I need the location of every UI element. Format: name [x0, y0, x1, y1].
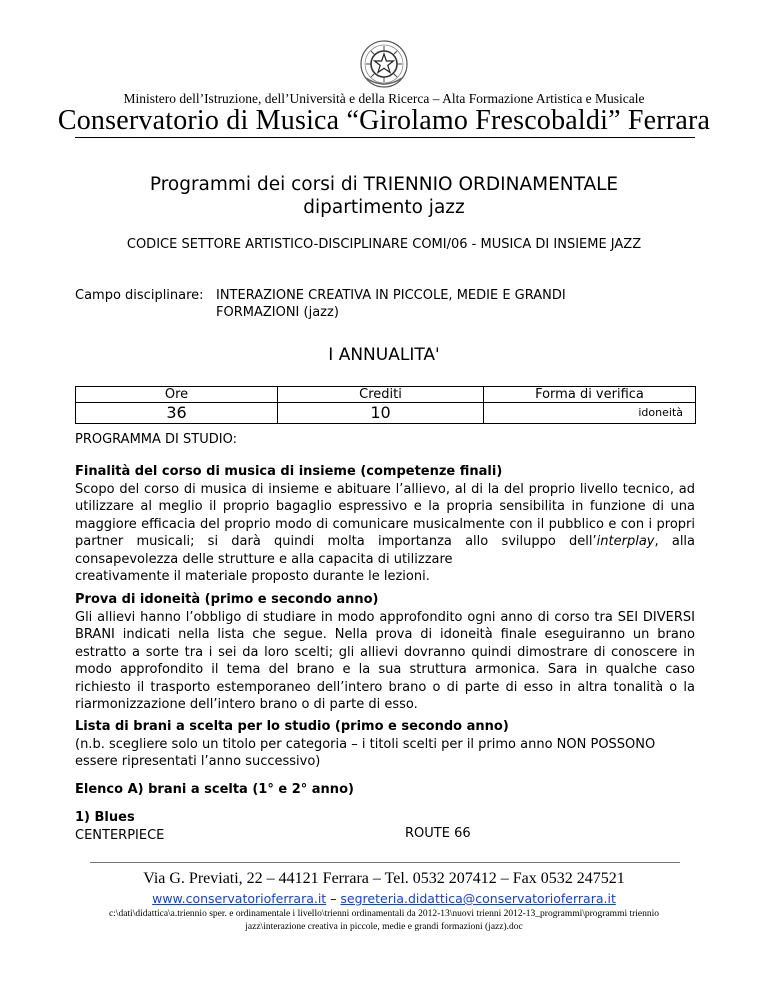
footer-address: Via G. Previati, 22 – 44121 Ferrara – Tel. 0532 207412 – Fax 0532 247521 — [143, 870, 625, 887]
finalita-text — [75, 481, 695, 569]
lista-section — [75, 718, 695, 771]
annualita-heading: I ANNUALITA' — [328, 345, 440, 365]
prova-heading: Prova di idoneità (primo e secondo anno) — [75, 592, 379, 607]
footer-links — [0, 891, 768, 906]
file-path: c:\dati\didattica\a.triennio sper. e ordinamentale i livello\trienni ordinamentali da 2012-13\nuovi trienni 2012-13_programmi\programmi triennio jazz\interazione creativa in piccole, medie e grandi formazioni (jazz).doc — [108, 909, 660, 932]
course-info-table — [75, 386, 696, 424]
finalita-text-italic: interplay — [596, 534, 655, 549]
header-divider — [75, 137, 695, 138]
prova-section — [75, 591, 695, 714]
website-link[interactable]: www.conservatorioferrara.it — [152, 891, 327, 906]
header-crediti: Crediti — [278, 387, 484, 403]
value-forma-verifica-cell — [484, 403, 696, 424]
conservatory-name: Conservatorio di Musica “Girolamo Frescobaldi” Ferrara — [57, 105, 711, 136]
blues-heading: 1) Blues — [75, 810, 135, 825]
campo-disciplinare — [75, 287, 566, 321]
document-title — [0, 173, 768, 219]
title-line-1: Programmi dei corsi di TRIENNIO ORDINAMENTALE — [149, 174, 619, 195]
lista-heading: Lista di brani a scelta per lo studio (primo e secondo anno) — [75, 719, 509, 734]
finalita-text-part-1: Scopo del corso di musica di insieme e abituare l’allievo, al di la del proprio livello tecnico, ad utilizzare al meglio il proprio bagaglio espressivo e la propria sensibilita in funzione di una maggiore efficacia del proprio modo di comunicare musicalmente con il pubblico e con i propri partner musicali; si darà quindi molta importanza allo sviluppo dell’ — [75, 481, 695, 549]
blues-section — [75, 809, 695, 844]
table-value-row — [76, 403, 696, 424]
finalita-text-last: creativamente il materiale proposto durante le lezioni. — [75, 569, 430, 584]
campo-label: Campo disciplinare: — [75, 288, 204, 303]
value-forma-verifica: idoneità — [638, 406, 683, 419]
email-link[interactable]: segreteria.didattica@conservatorioferrara.it — [340, 891, 616, 906]
elenco-a-section — [75, 781, 695, 799]
programma-label: PROGRAMMA DI STUDIO: — [75, 432, 237, 447]
ministry-line: Ministero dell’Istruzione, dell’Università e della Ricerca – Alta Formazione Artistica e Musicale — [123, 91, 645, 106]
list-item: CENTERPIECE — [75, 827, 165, 843]
lista-text: (n.b. scegliere solo un titolo per categoria – i titoli scelti per il primo anno NON POSSONO essere ripresentati l’anno successivo) — [75, 736, 656, 769]
footer-divider — [90, 862, 680, 863]
header-forma-verifica: Forma di verifica — [484, 387, 696, 403]
finalita-heading: Finalità del corso di musica di insieme (competenze finali) — [75, 464, 503, 479]
codice-settore: CODICE SETTORE ARTISTICO-DISCIPLINARE COMI/06 - MUSICA DI INSIEME JAZZ — [126, 237, 642, 252]
prova-text: Gli allievi hanno l’obbligo di studiare in modo approfondito ogni anno di corso tra SEI DIVERSI BRANI indicati nella lista che segue. Nella prova di idoneità finale eseguiranno un brano estratto a sorte tra i sei da loro scelti; gli allievi dovranno quindi dimostrare di conoscere in modo approfondito il tema del brano e la sua struttura armonica. Sara in qualche caso richiesto il trasporto estemporaneo dell’intero brano o di parte di esso in altra tonalità o la riarmonizzazione dell’intero brano o di parte di esso. — [75, 609, 695, 712]
campo-value-line-2: FORMAZIONI (jazz) — [216, 305, 339, 320]
italian-republic-emblem-icon — [358, 38, 410, 90]
finalita-section — [75, 463, 695, 586]
list-item: ROUTE 66 — [405, 826, 471, 841]
value-ore: 36 — [76, 403, 278, 424]
finalita-text-part-2: , alla consapevolezza delle strutture e alla capacita di utilizzare — [75, 534, 696, 567]
elenco-a-heading: Elenco A) brani a scelta (1° e 2° anno) — [75, 782, 354, 797]
link-separator: – — [326, 891, 341, 906]
campo-value-line-1: INTERAZIONE CREATIVA IN PICCOLE, MEDIE E GRANDI — [216, 288, 566, 303]
value-crediti: 10 — [278, 403, 484, 424]
header-ore: Ore — [76, 387, 278, 403]
title-line-2: dipartimento jazz — [303, 197, 465, 218]
table-header-row — [76, 387, 696, 403]
